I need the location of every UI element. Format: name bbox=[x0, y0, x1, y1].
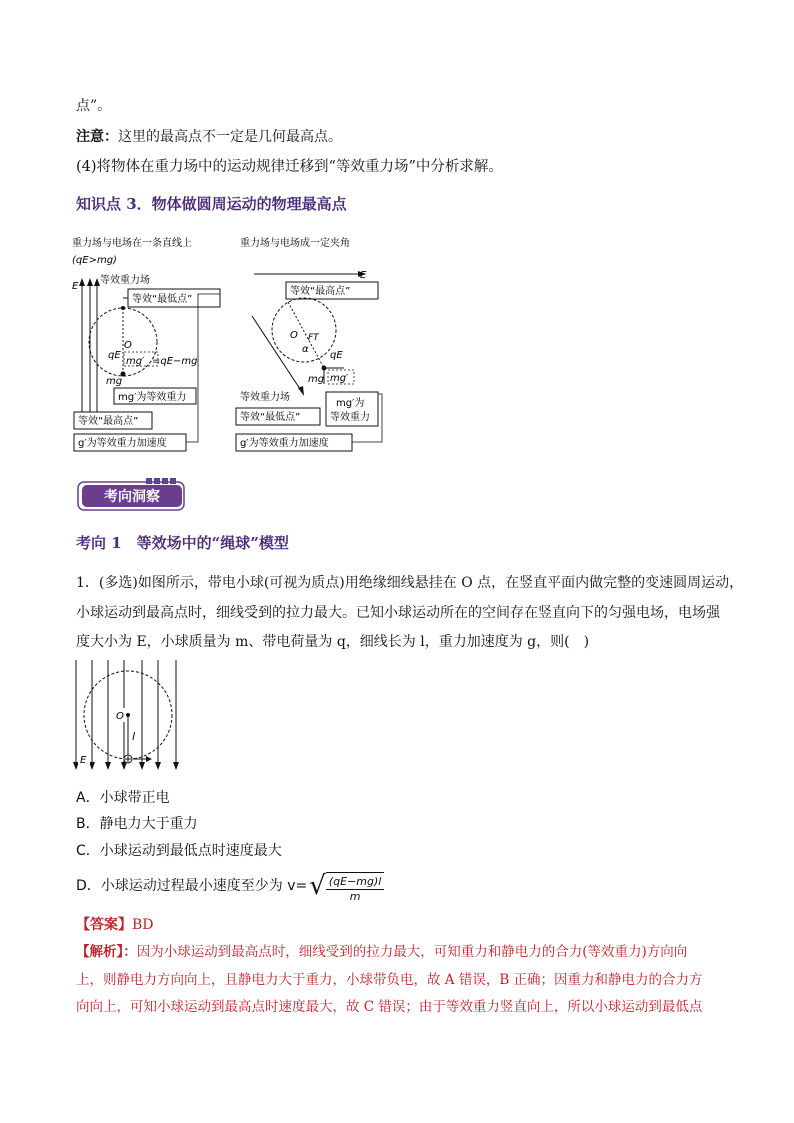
field-label: 等效重力场 bbox=[100, 275, 150, 286]
figure-field-straight bbox=[68, 234, 228, 456]
o-label: O bbox=[116, 711, 124, 722]
fraction-num: (qE−mg)l bbox=[326, 875, 385, 890]
fraction-den: m bbox=[349, 890, 361, 903]
mg-prime: mg′ bbox=[126, 356, 145, 367]
alpha-label: α bbox=[302, 344, 309, 355]
eq-label: =qE−mg bbox=[152, 356, 198, 367]
mg-prime: mg′ bbox=[330, 373, 349, 384]
fig-right-caption: 重力场与电场成一定夹角 bbox=[240, 238, 350, 249]
note-text: 这里的最高点不一定是几何最高点。 bbox=[118, 129, 342, 145]
box-highest: 等效“最高点” bbox=[290, 286, 351, 297]
qe-label: qE bbox=[108, 350, 121, 361]
option-d bbox=[76, 868, 384, 904]
o-label: O bbox=[290, 330, 298, 341]
l-label: l bbox=[132, 730, 136, 743]
sqrt-sign: √ bbox=[309, 871, 326, 901]
e-label: E bbox=[360, 270, 367, 281]
answer-line bbox=[76, 915, 154, 935]
box-gprime: g′为等效重力加速度 bbox=[78, 438, 167, 449]
box-mgprime-2: 等效重力 bbox=[330, 412, 370, 423]
analysis-line: 上，则静电力方向向上，且静电力大于重力，小球带负电，故 A 错误，B 正确；因重力和静电力的合力方 bbox=[76, 972, 703, 988]
fraction bbox=[326, 872, 385, 904]
box-gprime: g′为等效重力加速度 bbox=[240, 438, 329, 449]
mg-label: mg bbox=[308, 374, 325, 385]
analysis-text: 因为小球运动到最高点时，细线受到的拉力最大，可知重力和静电力的合力(等效重力)方向向 bbox=[136, 944, 688, 960]
badge-label: 考向洞察 bbox=[104, 489, 160, 505]
figure-q1 bbox=[70, 658, 190, 774]
e-label: E bbox=[80, 755, 87, 766]
text-line: 点”。 bbox=[76, 98, 112, 114]
question-line: 1．(多选)如图所示，带电小球(可视为质点)用绝缘细线悬挂在 O 点，在竖直平面内做完整的变速圆周运动， bbox=[76, 575, 744, 591]
box-mgprime: mg′为等效重力 bbox=[118, 392, 187, 403]
section-title: 知识点 3．物体做圆周运动的物理最高点 bbox=[76, 195, 347, 213]
fig-left-caption: 重力场与电场在一条直线上 bbox=[72, 238, 192, 249]
box-mgprime-1: mg′为 bbox=[336, 398, 365, 409]
field-label: 等效重力场 bbox=[240, 392, 290, 403]
qe-label: qE bbox=[330, 350, 343, 361]
mg-label: mg bbox=[106, 376, 123, 387]
note-line bbox=[76, 127, 342, 147]
question-line: 小球运动到最高点时，细线受到的拉力最大。已知小球运动所在的空间存在竖直向下的匀强电场，电场强 bbox=[76, 605, 720, 621]
note-label: 注意： bbox=[76, 129, 118, 145]
option-b: B．静电力大于重力 bbox=[76, 816, 198, 832]
analysis-line bbox=[76, 942, 687, 962]
box-highest: 等效“最高点” bbox=[78, 416, 139, 427]
box-lowest: 等效“最低点” bbox=[132, 294, 193, 305]
box-lowest: 等效“最低点” bbox=[240, 412, 301, 423]
badge bbox=[76, 478, 188, 512]
answer-label: 【答案】 bbox=[76, 917, 132, 933]
kaoxiang-title: 考向 1 等效场中的“绳球”模型 bbox=[76, 534, 289, 552]
option-a: A．小球带正电 bbox=[76, 790, 170, 806]
answer-value: BD bbox=[132, 917, 154, 933]
text-line: (4)将物体在重力场中的运动规律迁移到“等效重力场”中分析求解。 bbox=[76, 159, 503, 175]
figure-field-angle bbox=[232, 234, 392, 456]
e-label: E bbox=[72, 281, 79, 292]
question-line: 度大小为 E，小球质量为 m、带电荷量为 q，细线长为 l，重力加速度为 g，则( ) bbox=[76, 634, 590, 650]
o-label: O bbox=[124, 340, 132, 351]
analysis-line: 向向上，可知小球运动到最高点时速度最大，故 C 错误；由于等效重力竖直向上，所以小球运动到最低点 bbox=[76, 999, 703, 1015]
analysis-label: 【解析】： bbox=[76, 944, 137, 960]
option-d-text: D．小球运动过程最小速度至少为 v= bbox=[76, 878, 308, 894]
option-c: C．小球运动到最低点时速度最大 bbox=[76, 843, 282, 859]
fig-left-caption-cond: (qE>mg) bbox=[72, 255, 117, 266]
ft-label: FT bbox=[308, 333, 319, 343]
